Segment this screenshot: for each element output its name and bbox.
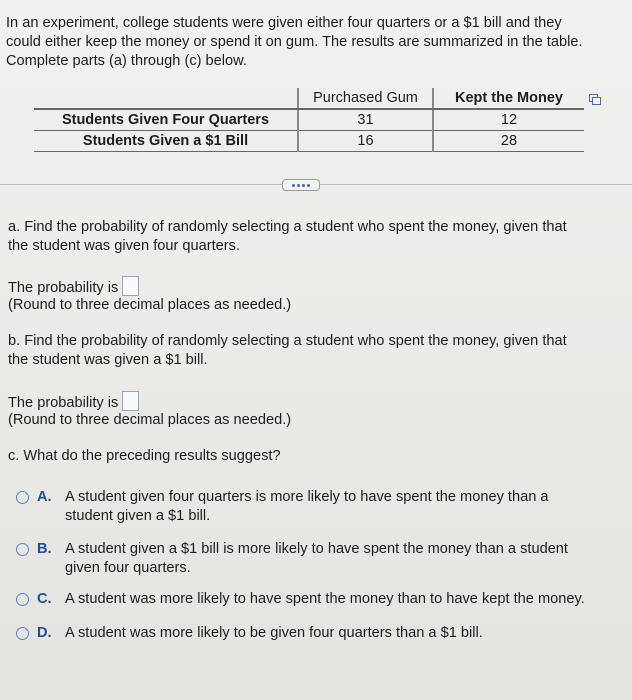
part-b-answer-row — [8, 391, 139, 413]
col-header-kept-money: Kept the Money — [433, 88, 584, 109]
answer-prompt: The probability is — [8, 280, 119, 296]
option-b[interactable] — [16, 540, 616, 578]
option-text — [65, 488, 616, 526]
option-letter: A. — [37, 489, 52, 505]
part-b-question — [8, 332, 608, 370]
question-line: b. Find the probability of randomly selecting a student who spent the money, given that — [8, 333, 567, 349]
table-row — [34, 131, 584, 152]
data-table — [34, 88, 584, 152]
option-letter: C. — [37, 591, 52, 607]
part-a-question — [8, 218, 608, 256]
option-text — [65, 540, 616, 578]
option-letter: B. — [37, 541, 52, 557]
radio-button[interactable] — [16, 543, 29, 556]
option-line: A student given four quarters is more likely to have spent the money than a — [65, 489, 549, 505]
part-b-note: (Round to three decimal places as needed.) — [8, 412, 292, 428]
table-cell: 28 — [433, 131, 584, 152]
part-b-answer-input[interactable] — [122, 391, 139, 411]
part-a-answer-input[interactable] — [122, 276, 139, 296]
option-d[interactable] — [16, 624, 616, 643]
table-cell: 12 — [433, 109, 584, 131]
intro-line: could either keep the money or spend it on gum. The results are summarized in the table. — [6, 34, 583, 50]
row-header: Students Given Four Quarters — [34, 109, 298, 131]
option-c[interactable] — [16, 590, 616, 609]
part-c-question: c. What do the preceding results suggest? — [8, 448, 281, 464]
table-cell: 16 — [298, 131, 433, 152]
row-header: Students Given a $1 Bill — [34, 131, 298, 152]
option-text: A student was more likely to have spent the money than to have kept the money. — [65, 591, 585, 607]
option-a[interactable] — [16, 488, 616, 526]
option-text: A student was more likely to be given four quarters than a $1 bill. — [65, 625, 483, 641]
part-a-note: (Round to three decimal places as needed.) — [8, 297, 292, 313]
option-line: student given a $1 bill. — [65, 508, 211, 524]
question-line: the student was given a $1 bill. — [8, 352, 208, 368]
problem-intro — [6, 14, 616, 71]
radio-button[interactable] — [16, 593, 29, 606]
answer-prompt: The probability is — [8, 395, 119, 411]
radio-button[interactable] — [16, 627, 29, 640]
option-line: given four quarters. — [65, 560, 191, 576]
table-cell: 31 — [298, 109, 433, 131]
col-header-purchased-gum: Purchased Gum — [298, 88, 433, 109]
intro-line: Complete parts (a) through (c) below. — [6, 53, 247, 69]
copy-icon[interactable] — [589, 92, 601, 103]
radio-button[interactable] — [16, 491, 29, 504]
part-a-answer-row — [8, 276, 139, 298]
intro-line: In an experiment, college students were given either four quarters or a $1 bill and they — [6, 15, 562, 31]
table-row — [34, 109, 584, 131]
question-line: a. Find the probability of randomly selecting a student who spent the money, given that — [8, 219, 567, 235]
option-letter: D. — [37, 625, 52, 641]
more-dots-icon[interactable] — [282, 179, 320, 191]
table-corner — [34, 88, 298, 109]
question-line: the student was given four quarters. — [8, 238, 241, 254]
option-line: A student given a $1 bill is more likely to have spent the money than a student — [65, 541, 568, 557]
